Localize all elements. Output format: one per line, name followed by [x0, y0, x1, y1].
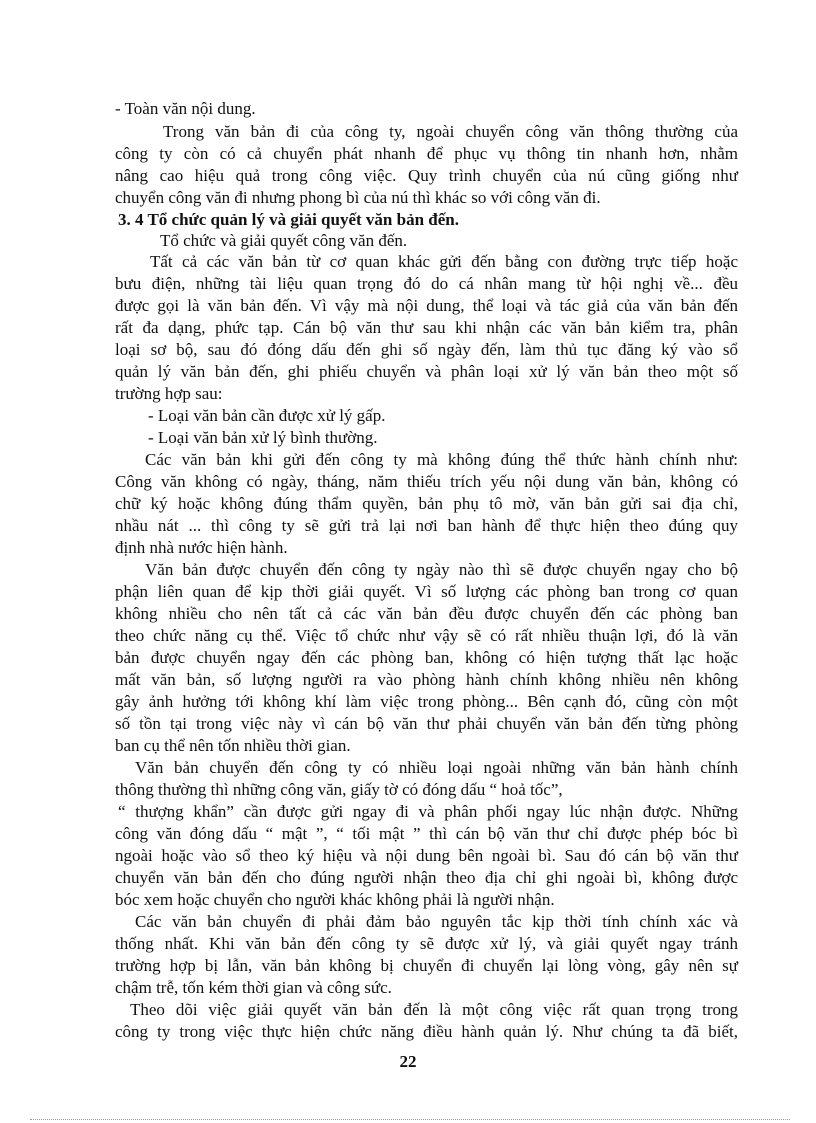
text-line: thống nhất. Khi văn bản đến công ty sẽ được xử lý, và giải quyết ngay tránh — [115, 934, 738, 953]
text-line: Văn bản chuyển đến công ty có nhiều loại ngoài những văn bản hành chính — [135, 758, 738, 777]
text-line: công văn đóng dấu “ mật ”, “ tối mật ” thì cán bộ văn thư chỉ được phép bóc bì — [115, 824, 738, 843]
text-line: ngoài hoặc vào sổ theo ký hiệu và nội dung bên ngoài bì. Sau đó cán bộ văn thư — [115, 846, 738, 865]
text-line: “ thượng khẩn” cần được gửi ngay đi và phân phối ngay lúc nhận được. Những — [118, 802, 738, 821]
text-line: không nhiều cho nên tất cả các văn bản đều được chuyển đến các phòng ban — [115, 604, 738, 623]
text-line: Văn bản được chuyển đến công ty ngày nào thì sẽ được chuyển ngay cho bộ — [145, 560, 738, 579]
text-line: định nhà nước hiện hành. — [115, 538, 288, 557]
text-line: chậm trễ, tốn kém thời gian và công sức. — [115, 978, 392, 997]
text-line: chuyển văn bản đến cho đúng người nhận theo địa chỉ ghi ngoài bì, không được — [115, 868, 738, 887]
subheading: Tổ chức và giải quyết công văn đến. — [160, 231, 408, 250]
text-line: phận liên quan để kịp thời giải quyết. Vì số lượng các phòng ban trong cơ quan — [115, 582, 738, 601]
text-line: loại sơ bộ, sau đó đóng dấu đến ghi số ngày đến, làm thủ tục đăng ký vào sổ — [115, 340, 738, 359]
text-line: quản lý văn bản đến, ghi phiếu chuyển và phân loại xử lý văn bản theo một số — [115, 362, 738, 381]
page-bottom-divider — [30, 1119, 790, 1120]
text-line: bóc xem hoặc chuyển cho người khác không phải là người nhận. — [115, 890, 555, 909]
text-line: số tồn tại trong việc này vì cán bộ văn thư phải chuyển văn bản đến từng phòng — [115, 714, 738, 733]
text-line: Các văn bản chuyển đi phải đảm bảo nguyên tắc kịp thời tính chính xác và — [135, 912, 738, 931]
text-line: - Toàn văn nội dung. — [115, 99, 256, 118]
text-line: ban cụ thể nên tốn nhiều thời gian. — [115, 736, 351, 755]
text-line: Các văn bản khi gửi đến công ty mà không đúng thể thức hành chính như: — [145, 450, 738, 469]
text-line: Theo dõi việc giải quyết văn bản đến là một công việc rất quan trọng trong — [130, 1000, 738, 1019]
text-line: trường hợp bị lẫn, văn bản không bị chuyển đi chuyển lại lòng vòng, gây nên sự — [115, 956, 738, 975]
text-line: gây ảnh hưởng tới không khí làm việc trong phòng... Bên cạnh đó, cũng còn một — [115, 692, 738, 711]
text-line: bưu điện, những tài liệu quan trọng đó do cá nhân mang từ hội nghị về... đều — [115, 274, 738, 293]
text-line: công ty trong việc thực hiện chức năng điều hành quản lý. Như chúng ta đã biết, — [115, 1022, 738, 1041]
text-line: được gọi là văn bản đến. Vì vậy mà nội dung, thể loại và tác giả của văn bản đến — [115, 296, 738, 315]
text-line: trường hợp sau: — [115, 384, 223, 403]
section-heading: 3. 4 Tổ chức quản lý và giải quyết văn bản đến. — [118, 210, 459, 229]
list-item: - Loại văn bản xử lý bình thường. — [148, 428, 378, 447]
text-line: Tất cả các văn bản từ cơ quan khác gửi đến bằng con đường trực tiếp hoặc — [150, 252, 738, 271]
text-line: chuyển công văn đi nhưng phong bì của nú thì khác so với công văn đi. — [115, 188, 601, 207]
text-line: nhầu nát ... thì công ty sẽ gửi trả lại nơi ban hành để thực hiện theo đúng quy — [115, 516, 738, 535]
text-line: mất văn bản, số lượng người ra vào phòng hành chính không nhiều nên không — [115, 670, 738, 689]
text-line: bản được chuyển ngay đến các phòng ban, không có hiện tượng thất lạc hoặc — [115, 648, 738, 667]
text-line: Công văn không có ngày, tháng, năm thiếu trích yếu nội dung văn bản, không có — [115, 472, 738, 491]
text-line: chữ ký hoặc không đúng thẩm quyền, bản phụ tô mờ, văn bản gửi sai địa chỉ, — [115, 494, 738, 513]
text-line: thông thường thì những công văn, giấy tờ có đóng dấu “ hoả tốc”, — [115, 780, 563, 799]
page-number: 22 — [399, 1052, 417, 1071]
text-line: Trong văn bản đi của công ty, ngoài chuyển công văn thông thường của — [163, 122, 738, 141]
text-line: rất đa dạng, phức tạp. Cán bộ văn thư sau khi nhận các văn bản kiểm tra, phân — [115, 318, 738, 337]
text-line: theo chức năng cụ thể. Việc tổ chức như vậy sẽ có rất nhiều thuận lợi, đó là văn — [115, 626, 738, 645]
text-line: công ty còn có cả chuyển phát nhanh để phục vụ thông tin nhanh hơn, nhằm — [115, 144, 738, 163]
list-item: - Loại văn bản cần được xử lý gấp. — [148, 406, 386, 425]
text-line: nâng cao hiệu quả trong công việc. Quy trình chuyển của nú cũng giống như — [115, 166, 738, 185]
